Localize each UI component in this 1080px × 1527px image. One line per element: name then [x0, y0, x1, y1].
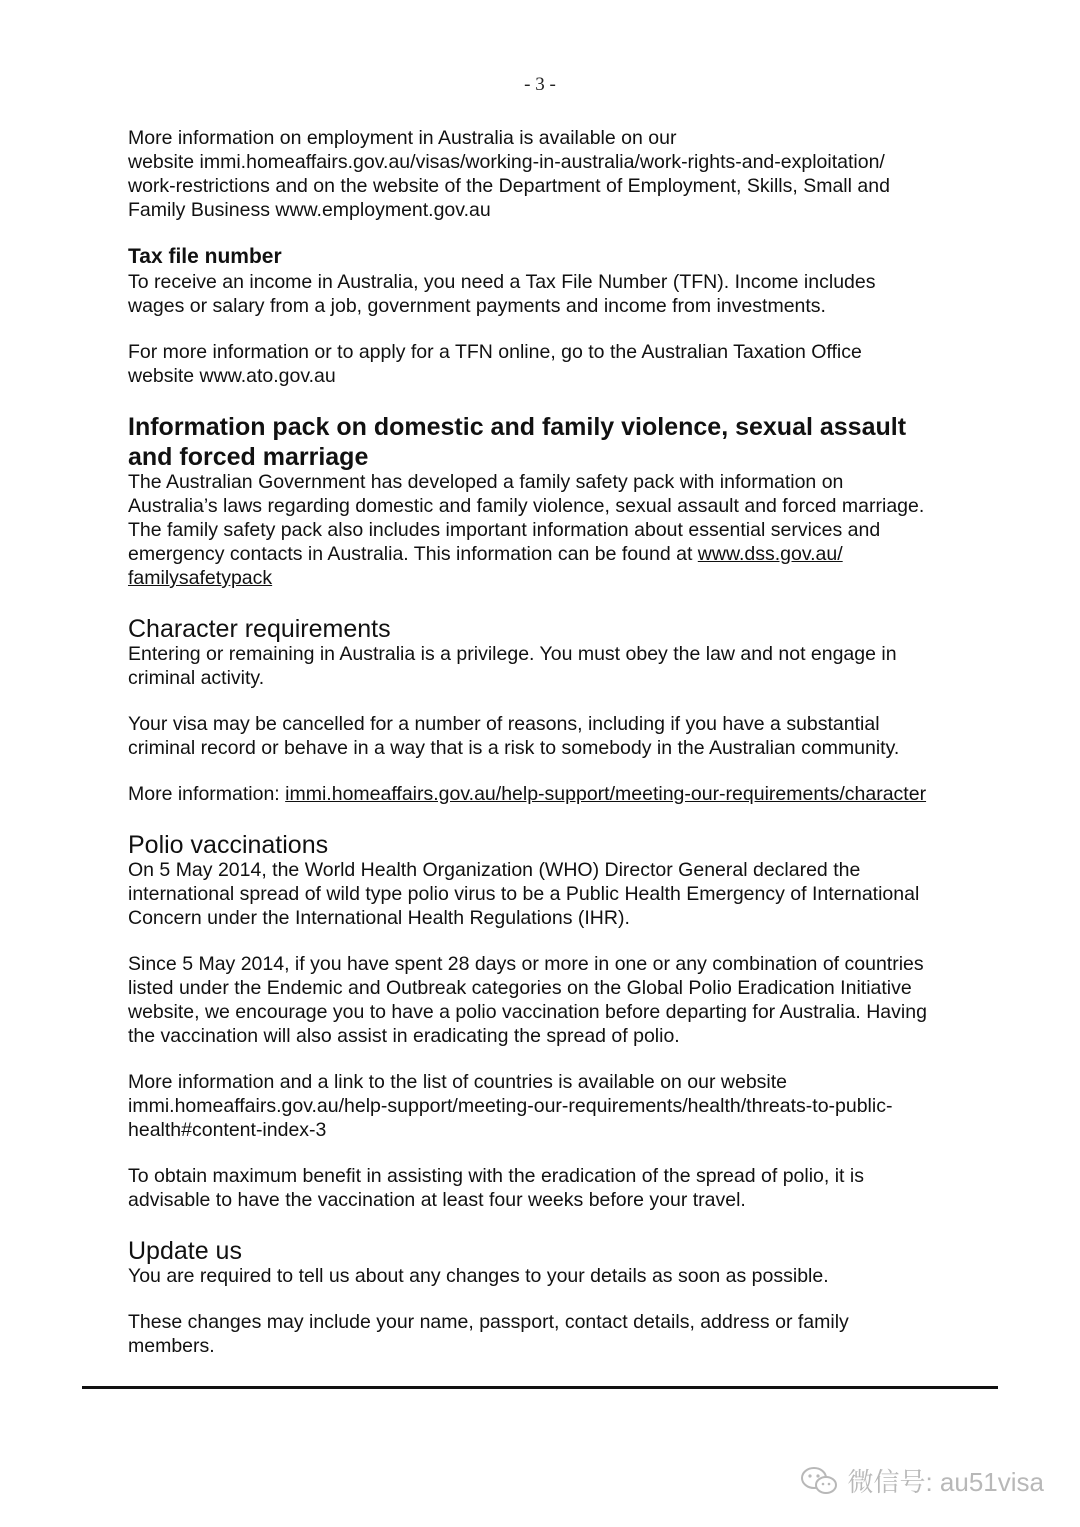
polio-paragraph-4 [128, 1164, 958, 1212]
wechat-watermark [799, 1462, 1044, 1499]
text-line [128, 566, 958, 590]
text-line: To obtain maximum benefit in assisting with the eradication of the spread of polio, it is [128, 1165, 864, 1187]
character-more-info [128, 782, 958, 806]
text-line: For more information or to apply for a TFN online, go to the Australian Taxation Office [128, 341, 862, 363]
text-line: wages or salary from a job, government payments and income from investments. [128, 295, 826, 317]
text-line: These changes may include your name, passport, contact details, address or family [128, 1311, 849, 1333]
dss-link[interactable]: www.dss.gov.au/ [697, 543, 843, 565]
character-heading: Character requirements [128, 615, 391, 643]
update-heading: Update us [128, 1237, 242, 1265]
text-line: You are required to tell us about any changes to your details as soon as possible. [128, 1265, 829, 1287]
polio-heading: Polio vaccinations [128, 831, 329, 859]
text-line: immi.homeaffairs.gov.au/help-support/meeting-our-requirements/health/threats-to-public- [128, 1095, 893, 1117]
text-line: Since 5 May 2014, if you have spent 28 days or more in one or any combination of countries [128, 953, 924, 975]
text-line: advisable to have the vaccination at least four weeks before your travel. [128, 1189, 746, 1211]
tax-heading: Tax file number [128, 245, 282, 268]
page-number: - 3 - [524, 74, 556, 95]
text-line [128, 542, 958, 566]
text-line: The family safety pack also includes important information about essential services and [128, 519, 881, 541]
text-line: work-restrictions and on the website of the Department of Employment, Skills, Small and [128, 175, 890, 197]
tax-paragraph-1 [128, 270, 958, 318]
heading-line: Information pack on domestic and family violence, sexual assault [128, 413, 907, 441]
violence-heading [128, 412, 958, 472]
text-line: website www.ato.gov.au [128, 365, 336, 387]
employment-paragraph [128, 126, 958, 222]
more-info-label: More information: [128, 783, 286, 805]
text-line: website immi.homeaffairs.gov.au/visas/working-in-australia/work-rights-and-exploitation/ [128, 151, 885, 173]
footer-rule [82, 1386, 998, 1389]
character-paragraph-2 [128, 712, 958, 760]
text-line: More information on employment in Australia is available on our [128, 127, 677, 149]
text-line: Australia’s laws regarding domestic and family violence, sexual assault and forced marriage. [128, 495, 925, 517]
text-line: members. [128, 1335, 215, 1357]
text-line: health#content-index-3 [128, 1119, 327, 1141]
polio-paragraph-2 [128, 952, 958, 1048]
polio-paragraph-3 [128, 1070, 958, 1142]
character-paragraph-1 [128, 642, 958, 690]
text-span: emergency contacts in Australia. This information can be found at [128, 543, 698, 565]
text-line: criminal activity. [128, 667, 265, 689]
text-line: Entering or remaining in Australia is a privilege. You must obey the law and not engage in [128, 643, 897, 665]
wechat-icon [799, 1465, 839, 1497]
text-line: listed under the Endemic and Outbreak categories on the Global Polio Eradication Initiative [128, 977, 912, 999]
text-line: The Australian Government has developed a family safety pack with information on [128, 471, 844, 493]
tax-paragraph-2 [128, 340, 958, 388]
document-body [128, 126, 958, 1358]
update-paragraph-2 [128, 1310, 958, 1358]
text-line: criminal record or behave in a way that is a risk to somebody in the Australian community. [128, 737, 900, 759]
dss-link-continued[interactable]: familysafetypack [128, 567, 273, 589]
text-line: Your visa may be cancelled for a number of reasons, including if you have a substantial [128, 713, 880, 735]
text-line: Concern under the International Health Regulations (IHR). [128, 907, 630, 929]
text-line: On 5 May 2014, the World Health Organization (WHO) Director General declared the [128, 859, 861, 881]
character-link[interactable]: immi.homeaffairs.gov.au/help-support/meeting-our-requirements/character [285, 783, 927, 805]
text-line: Family Business www.employment.gov.au [128, 199, 491, 221]
text-line: To receive an income in Australia, you need a Tax File Number (TFN). Income includes [128, 271, 876, 293]
violence-paragraph [128, 470, 958, 590]
text-line: international spread of wild type polio virus to be a Public Health Emergency of International [128, 883, 920, 905]
text-line: the vaccination will also assist in eradicating the spread of polio. [128, 1025, 680, 1047]
heading-line: and forced marriage [128, 443, 369, 471]
watermark-text: 微信号: au51visa [847, 1467, 1044, 1497]
update-paragraph-1 [128, 1264, 958, 1288]
text-line: More information and a link to the list of countries is available on our website [128, 1071, 788, 1093]
text-line: website, we encourage you to have a polio vaccination before departing for Australia. Having [128, 1001, 927, 1023]
polio-paragraph-1 [128, 858, 958, 930]
